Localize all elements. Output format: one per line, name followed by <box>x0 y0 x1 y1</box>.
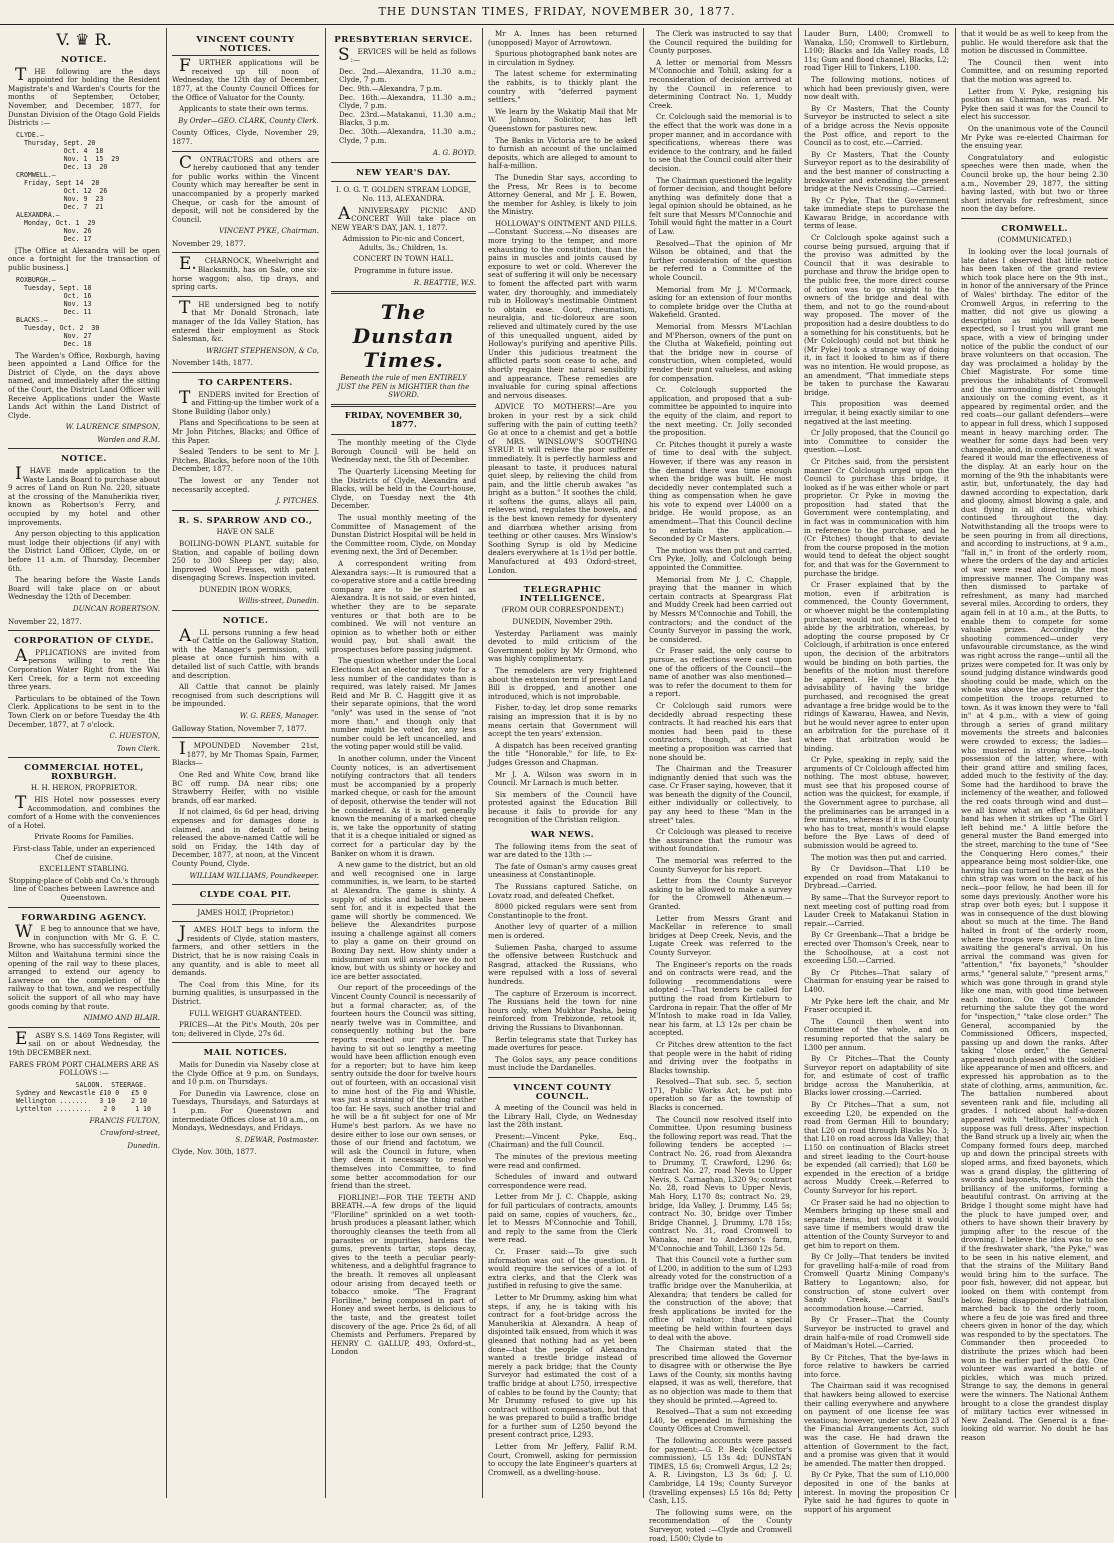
court-days-notice: THE following are the days appointed for holding the Resident Magistrate's and Warden's Courts for the months of September, October, November, and December, 1877, for Dunstan Division of the Otago Gold Fields Districts :— <box>8 64 160 128</box>
impounded-text-2: One Red and White Cow, brand like BC off rump. DA near ribs; one Strawberry Heifer, with no visible brands, off ear marked. <box>172 769 319 805</box>
mail-text: Mails for Dunedin via Naseby close at the Clyde Office at 9 p.m. on Sundays, and 10 p.m. on Thursdays. <box>172 1060 319 1087</box>
hotel-text: THIS Hotel now possesses every Accommodation, and combines the comfort of a Home with the conveniences of a Hotel. <box>8 793 160 830</box>
sparrow-heading: R. S. SPARROW AND CO., <box>178 515 313 526</box>
town-clerk-signature: C. HUESTON, <box>109 731 160 741</box>
new-years-heading: NEW YEAR'S DAY. <box>356 167 451 178</box>
column-rule <box>325 28 326 1498</box>
hotel-heading: COMMERCIAL HOTEL, ROXBURGH. <box>24 763 144 782</box>
council-paragraph: The following sums were, on the recommendation of the County Surveyor, voted :—Clyde and Cromwell road, L500; Clyde to <box>649 1507 792 1543</box>
column-rule <box>798 28 799 1498</box>
council-paragraph: The following motions, notices of which had been previously given, were now dealt with. <box>804 74 949 102</box>
council-paragraph: Cr Jolly proposed, that the Council go into Committee to consider the question.—Lost. <box>804 428 949 455</box>
council-paragraph: By Cr Pitches—That the County Surveyor report on adaptability of site for, and estimate of cost of traffic bridge across the Manuherikia, at Blacks lower crossing.—Carried. <box>804 1054 949 1098</box>
editorial-paragraph: Our report of the proceedings of the Vincent County Council is necessarily of but a formal character, as, of the fourteen hours the Council was sitting, nearly twelve was in Committee, and consequently nothing but the bare reports reached our reporter. The having to sit out so lengthy a meeting would have been affliction enough even for a reporter; but to have him keep sentry outside the door for twelve hours out of fourteen, with an occasional visit to mine host of the Fig and Whistle, was just a straining of the thing rather too far. He says, such another trial and he will be a fit subject for one of Mr Hume's best parlors. As we have no desire either to lose our own senses, or those of our friend and factotum, we will ask the Council in future, when they deem it necessary to resolve themselves into Committee, to find some better accommodation for our friend than the street. <box>331 983 476 1191</box>
robertson-date: November 22, 1877. <box>8 616 82 626</box>
council-paragraph: Letter from Mr J. C. Chapple, asking for full particulars of contracts, amounts paid on same, copies of vouchers, &c., let to Messrs M'Connochie and Tohill, and reply to the same from the Clerk were read. <box>488 1192 637 1245</box>
carpenters-text-4: The lowest or any Tender not necessarily accepted. <box>172 475 319 494</box>
council-paragraph: By Cr Davidson—That L10 be expended on road from Matakanui to Drybread.—Carried. <box>804 864 949 891</box>
council-paragraph: Memorial from Messrs M'Lachlan and M'Pherson, owners of the punt on the Clutha at Wakefield, pointing out that the bridge now in course of construction, when completed, would render their punt valueless, and asking for compensation. <box>649 322 792 383</box>
war-paragraph: The Golos says, any peace conditions must include the Dardanelles. <box>488 1054 637 1073</box>
alexandra-office-note: [The Office at Alexandra will be open once a fortnight for the transaction of public business.] <box>8 245 160 272</box>
column-rule <box>166 28 167 1498</box>
mail-text-2: For Dunedin via Lawrence, close on Tuesdays, Thursdays, and Saturdays at 1 p.m. For Queenstown and intermediate Offices close at 10 a.m., on Mondays, Wednesdays, and Fridays. <box>172 1088 319 1133</box>
war-news-heading: WAR NEWS. <box>530 830 595 841</box>
council-paragraph: Cr Fraser said he had no objection to Members bringing up these small and separate items, but thought it would save time if members would draw the attention of the County Surveyor to and get him to report on them. <box>804 1197 949 1250</box>
valuator-notice: FURTHER applications will be received up till noon of Wednesday, the 12th day of December, 1877, at the County Council Offices for the Office of Valuator for the County. <box>172 56 319 102</box>
court-schedule-2: ROXBURGH.— Tuesday, Sept. 18 Oct. 16 Nov. 13 Dec. 11 BLACKS.— Tuesday, Oct. 2 30 Nov. 27 Dec. 18 <box>16 275 100 348</box>
council-paragraph: By Cr Pitches, That the bye-laws in force relative to hawkers be carried into force. <box>804 1352 949 1379</box>
issue-dateline: FRIDAY, NOVEMBER 30, 1877. <box>344 411 463 430</box>
council-paragraph: The memorial was referred to the County Surveyor for his report. <box>649 856 792 874</box>
divider <box>172 737 319 738</box>
paper-title: The Dunstan Times. <box>352 300 455 373</box>
vincent-notices-heading: VINCENT COUNTY NOTICES. <box>172 36 319 56</box>
council-paragraph: By same—That the Surveyor report to next meeting cost of putting road from Lauder Creek to Matakanui Station in repair.—Carried. <box>804 893 949 928</box>
hotel-line: Private Rooms for Families. <box>34 832 134 842</box>
hotel-proprietor: H. H. HERON, PROPRIETOR. <box>30 783 138 793</box>
editorial-paragraph: FIORLINE!—FOR THE TEETH AND BREATH.—A few drops of the liquid "Floriline" sprinkled on a wet tooth-brush produces a pleasant lather, which thoroughly cleanses the teeth from all parasites or impurities, hardens the gums, prevents tartar, stops decay, gives to the teeth a peculiar pearly-whiteness, and a delightful fragrance to the breath. It removes all unpleasant odour arising from decayed teeth or tobacco smoke. "The Fragrant Floriline," being composed in part of Honey and sweet herbs, is delicious to the taste, and the greatest toilet discovery of the age. Price 2s 6d, of all Chemists and Perfumers. Prepared by HENRY C. GALLUP, 493, Oxford-st., London <box>331 1192 476 1357</box>
warden-title: Warden and R.M. <box>97 434 160 444</box>
news-paragraph: We learn by the Wakatip Mail that Mr W. Johnson, Solicitor, has left Queenstown for pastures new. <box>488 106 637 133</box>
hotel-line: EXCELLENT STABLING. <box>39 864 129 874</box>
column-rule <box>955 28 956 1498</box>
sparrow-subheading: HAVE ON SALE <box>216 527 275 537</box>
double-divider <box>331 291 476 294</box>
council-paragraph: The motion was then put and carried, Crs Pyke, Jolly, and Colclough being appointed the Committee. <box>649 545 792 573</box>
cattle-text-2: All Cattle that cannot be plainly recognised from such descriptions will be impounded. <box>172 682 319 709</box>
council-paragraph: The Engineer's reports on the roads and on contracts were read, and the following recommendations were adopted :—That tenders be called for putting the road from Kirtleburn to Cardrona in repair. That the offer of Mr M'Intosh to make road in Ida Valley, near his farm, at L3 12s per chain be accepted. <box>649 959 792 1038</box>
picnic-admission: Admission to Pic-nic and Concert, Adults, 3s.; Children, 1s. <box>342 234 465 252</box>
divider <box>172 921 319 922</box>
carpenters-text-3: Sealed Tenders to be sent to Mr J. Pitches, Blacks, before noon of the 10th December, 1877. <box>172 447 319 474</box>
council-paragraph: The Chairman questioned the legality of former decision, and thought before anything was definitely done that a legal opinion should be obtained, as he felt sure that Messrs M'Connochie and Tohill would fight the matter in a Court of Law. <box>649 175 792 237</box>
fulton-address: Crawford-street, <box>100 1128 160 1138</box>
coal-full-weight: FULL WEIGHT GUARANTEED. <box>189 1008 302 1018</box>
town-clerk-title: Town Clerk. <box>116 743 160 753</box>
land-application-text: IHAVE made application to the Waste Lands Board to purchase about 9 acres of Land on Run No. 220, situate at the crossing of the Manuherikia river, known as Robertson's Ferry, and occupied by my hotel and other improvements. <box>8 464 160 527</box>
council-paragraph: By Cr Pyke, That the sum of L10,000 deposited in one of the banks at interest. In moving the proposition Cr Pyke said he had figures to quote in support of his argument <box>804 1470 949 1514</box>
column-2 <box>172 30 319 1495</box>
fulton-signature: FRANCIS FULTON, <box>89 1115 160 1125</box>
column-6 <box>804 29 949 1514</box>
galloway-date: Galloway Station, November 7, 1877. <box>172 723 307 733</box>
council-paragraph: By Cr Fraser—That the County Surveyor be instructed to gravel and drain half-a-mile of road Cromwell side of Maidman's Hotel.—Carried. <box>804 1315 949 1351</box>
programme-note: Programme in future issue. <box>354 266 453 276</box>
war-paragraph: The following items from the seat of war are dated to the 13th :— <box>488 841 637 860</box>
editorial-paragraph: A new game to the district, but an old and well recognised one in large communities, is, we learn, to be started at Alexandra. The game is shinty. A supply of sticks and balls have been sent for, and it is expected that the game will shortly be commenced. We believe the Alexandrites purpose issuing a challenge against all comers to play a game on their ground on Boxing Day next. How shinty under a midsummer sun will answer we do not know, but with us shinty or hockey and ice are better associated. <box>331 860 476 981</box>
editorial-paragraph: In another column, under the Vincent County notices, is an advertisement notifying contractors that all tenders must be accompanied by a properly marked cheque, or cash for the amount of deposit, otherwise the tender will not be considered. As it is not generally known the meaning of a marked cheque is, we take the opportunity of stating that it is a cheque initialed or signed as correct for a particular day by the Banker on whom it is drawn. <box>331 754 476 858</box>
war-paragraph: The fate of Osman's army causes great uneasiness at Constantinople. <box>488 861 637 880</box>
ship-fares-heading: FARES FROM PORT CHALMERS ARE AS FOLLOWS :— <box>9 1059 159 1078</box>
news-paragraph: Spurious photographed bank notes are in circulation in Sydney. <box>488 49 637 67</box>
council-paragraph: The Council then went into Committee of the whole, and on resuming reported that the salary be L300 per annum. <box>804 1016 949 1052</box>
council-paragraph: The minutes of the previous meeting were read and confirmed. <box>488 1152 637 1170</box>
divider <box>488 579 637 580</box>
council-paragraph: Cr. Fraser said:—To give such information was out of the question. It would require the services of a lot of extra clerks, and that the Clerk was justified in refusing to give the same. <box>488 1247 637 1291</box>
land-hearing-text: The hearing before the Waste Lands Board will take place on or about Wednesday the 12th of December. <box>8 575 160 602</box>
council-paragraph: that it would be as well to keep from the public. He would therefore ask that the motion be discussed in Committee. <box>961 29 1108 56</box>
divider <box>172 1042 319 1043</box>
war-paragraph: The capture of Erzeroum is incorrect. The Russians held the town for nine hours only, when Mukhtar Pasha, being reinforced from Trebizonde, retook it, driving the Russians to Divanbonnan. <box>488 988 637 1032</box>
fulton-city: Dunedin. <box>127 1140 160 1150</box>
column-4 <box>488 30 637 1495</box>
council-paragraph: Resolved—That a sum not exceeding L40, be expended in furnishing the County Offices at Cromwell. <box>649 1407 792 1434</box>
council-paragraph: By Cr Pyke, That the Government take immediate steps to purchase the Kawarau Bridge, in accordance with terms of lease. <box>804 195 949 231</box>
council-paragraph: Letter from the County Surveyor asking to be allowed to make a survey for the Cromwell Athenæum.—Granted. <box>649 876 792 911</box>
council-paragraph: The Clerk was instructed to say that the Council required the building for County purposes. <box>649 29 792 56</box>
divider <box>172 252 319 253</box>
divider <box>488 1077 637 1078</box>
county-clerk-signature: By Order—GEO. CLARK, County Clerk. <box>178 115 319 125</box>
column-5 <box>649 29 792 1543</box>
council-paragraph: That this Council vote a further sum of L200, in addition to the sum of L293 already voted for the construction of a traffic bridge over the Manuherikia, at Alexandra; that tenders be called for the construction of the above; that fresh applications be invited for the office of valuator; that a special meeting be held within fourteen days to deal with the above. <box>649 1255 792 1342</box>
coal-proprietor: JAMES HOLT, (Proprietor.) <box>197 907 294 917</box>
rees-signature: W. G. REES, Manager. <box>239 711 319 720</box>
divider <box>8 630 160 631</box>
divider <box>172 904 319 905</box>
telegraph-paragraph: The remodelers are very frightened about the extension term if present Land Bill is dropped, and another one introduced, which is not improbable. <box>488 665 637 701</box>
corporation-text: APPLICATIONS are invited from persons willing to rent the Corporation Water Right from the Wai Keri Creek, for a term not exceeding three years. <box>8 645 160 692</box>
stronach-date: November 14th, 1877. <box>172 358 254 368</box>
news-paragraph: The Dunedin Star says, according to the Press, Mr Rees is to become Attorney General, and Mr J. E. Bowen, the member for Ashley, is likely to join the Ministry. <box>488 172 637 217</box>
council-paragraph: Resolved—That the opinion of Mr Wilson be obtained, and that the further consideration of the question be referred to a Committee of the whole Council. <box>649 238 792 283</box>
impounded-text-3: If not claimed, 6s 6d per head, driving expenses and for damages done is claimed, and in default of being released the above-named Cattle will be sold on Friday, the 14th day of December, 1877, at noon, at the Vincent County Pound, Clyde. <box>172 807 319 868</box>
carpenters-text: TENDERS invited for Erection of and Fitting-up the timber work of a Stone Building (labor only.) <box>172 387 319 416</box>
editorial-paragraph: The usual monthly meeting of the Committee of Management of the Dunstan District Hospital will be held in the Committee room, Clyde, on Monday evening next, the 3rd of December. <box>331 512 476 557</box>
concert-hall: CONCERT IN TOWN HALL. <box>353 254 454 264</box>
council-paragraph: Congratulatory and eulogistic speeches were then made, when the Council broke up, the hour being 2.30 a.m., November 29, 1877, the sitting having lasted, with but two or three short intervals for refreshment, since noon the day before. <box>961 152 1108 214</box>
coal-text-2: The Coal from this Mine, for its burning qualities, is unsurpassed in the District. <box>172 979 319 1007</box>
iogt-lodge: I. O. G. T. GOLDEN STREAM LODGE, No. 113, ALEXANDRA. <box>336 185 471 203</box>
charnock-ad: E.CHARNOCK, Wheelwright and Blacksmith, has on Sale, one six-horse waggon; also, tip drays, and spring carts. <box>172 254 319 292</box>
council-paragraph: Letter from V. Pyke, resigning his position as Chairman, was read. Mr Pyke then said it was for the Council to elect his successor. <box>961 86 1108 122</box>
column-1 <box>8 30 160 1495</box>
masthead: THE DUNSTAN TIMES, FRIDAY, NOVEMBER 30, 1877. <box>0 0 1114 25</box>
coal-pit-heading: CLYDE COAL PIT. <box>199 890 292 901</box>
column-7 <box>961 30 1108 1495</box>
council-paragraph: On the unanimous vote of the Council Mr Pyke was re-elected Chairman for the ensuing year. <box>961 123 1108 151</box>
sparrow-works: DUNEDIN IRON WORKS, <box>198 584 293 594</box>
council-paragraph: The Chairman and the Treasurer indignantly denied that such was the case. Cr Fraser saying, however, that it was beneath the dignity of the Council, either individually or collectively, to pay any heed to these "Man in the street" tales. <box>649 764 792 825</box>
cromwell-communicated: (COMMUNICATED.) <box>997 235 1072 245</box>
presbyterian-text: SERVICES will be held as follows :— <box>338 44 476 65</box>
telegraph-paragraph: Six members of the Council have protested against the Education Bill because it fails to provide for any recognition of the Christian religion. <box>488 789 637 825</box>
divider <box>172 372 319 373</box>
council-paragraph: The motion was then put and carried. <box>811 852 947 862</box>
editorial-paragraph: A correspondent writing from Alexandra says:—It is rumoured that a co-operative store and a cattle breeding company are to be started as Alexandra. It is not said, or even hinted, whether they are to be separate ventures or that both are to be combined. We will not venture an opinion as to whether both or either would pay, but shall await the prospectuses before passing judgment. <box>331 558 476 654</box>
carpenters-heading: TO CARPENTERS. <box>198 378 293 388</box>
stronach-notice: THE undersigned beg to notify that Mr Donald Stronach, late manager of the Ida Valley Station, has entered their employment as Stock Salesman, &c. <box>172 297 319 344</box>
council-paragraph: Cr. Pitches thought it purely a waste of time to deal with the subject. However, if there was any reason in the demand there was time enough when the bridge was built. He most decidedly never contemplated such a thing as compensation when he gave his vote to expend over L4000 on a bridge. He would propose, as an amendment—That this Council decline to entertain the application.—Seconded by Cr Masters. <box>649 439 792 544</box>
council-paragraph: By Cr Greenbank—That a bridge be erected over Thomson's Creek, near to the Schoolhouse, at a cost not exceeding L50.—Carried. <box>804 930 949 966</box>
council-paragraph: The following accounts were passed for payment:—G. P. Beck (collector's commission), L5 13s 4d; DUNSTAN TIMES, L5 6s; Cromwell Argus, L2 2s; A. R. Livingston, L3 3s 6d; J. U. Cambridge, L4 19s; County Surveyor (travelling expenses) L5 16s 8d; Petty Cash, L15. <box>649 1436 792 1506</box>
council-paragraph: The Council now resolved itself into Committee. Upon resuming business the following report was read. That the following tenders be accepted :—Contract No. 26, road from Alexandra to Drummy, T. Crawford, L296 6s; contract No. 27, road Nevis to Upper Nevis, S. Carnaghan, L320 9s; contract No. 28, road Nevis to Upper Nevis, Mah Hory, L170 8s; contract No. 29, bridge, Ida Valley, J. Drummy, L45 5s; contract No. 30, bridge over Timber Bridge Channel, J. Drummy, L78 15s; contract No. 31, road Cromwell to Wanaka, near to Anderson's farm, M'Connochie and Tohill, L360 12s 5d. <box>649 1114 792 1253</box>
editorial-paragraph: The monthly meeting of the Clyde Borough Council will be held on Wednesday next, the 5th of December. <box>331 438 476 465</box>
double-divider <box>331 404 476 407</box>
council-paragraph: By Cr Pitches—That salary of Chairman for ensuing year be raised to L400. <box>804 967 949 994</box>
divider <box>172 884 319 885</box>
ship-text: EASBY S.S. 1469 Tons Register, will sail on or about Wednesday, the 19th DECEMBER next. <box>8 1028 160 1057</box>
council-paragraph: Present:—Vincent Pyke, Esq., (Chairman) and the full Council. <box>488 1131 637 1150</box>
notice-heading: NOTICE. <box>61 55 107 65</box>
divider <box>331 162 476 163</box>
warden-signature: W. LAURENCE SIMPSON, <box>65 422 160 432</box>
forwarding-heading: FORWARDING AGENCY. <box>21 912 147 923</box>
poundkeeper-signature: WILLIAM WILLIAMS, Poundkeeper. <box>189 870 319 880</box>
impounded-text: IMPOUNDED November 21st, 1877, by Mr Thomas Spain, Farmer, Blacks— <box>172 739 319 768</box>
war-paragraph: Another levy of quarter of a million men is ordered. <box>488 922 637 940</box>
council-paragraph: Memorial from Mr J. M'Cormack, asking for an extension of four months to complete bridge over the Clutha at Wakefield. Granted. <box>649 284 792 320</box>
council-paragraph: Schedules of inward and outward correspondence were read. <box>488 1172 637 1190</box>
presbyterian-heading: PRESBYTERIAN SERVICE. <box>334 35 473 45</box>
council-paragraph: Cr Colclough spoke against such a course being pursued, arguing that if the proviso was admitted by the Council that it was desirable to purchase and throw the bridge open to the public free, the more direct course of action was to go straight to the owners of the bridge and deal with them, and not to go the round-about way proposed. The mover of the proposition had a desire doubtless to do a something for his constituents, but he (Mr Colclough) could not but think he (Mr Pyke) took a strange way of doing it, in fact it looked to him as if there was no intention. He would propose, as an amendment, "That immediate steps be taken to purchase the Kawarau bridge. <box>804 233 949 397</box>
telegraphic-source: (FROM OUR CORRESPONDENT.) <box>501 605 624 615</box>
council-paragraph: Letter from Mr Jeffery, Fallif R.M. Court, Cromwell, asking for permission to occupy the late Engineer's quarters at Cromwell, as a dwelling-house. <box>488 1442 637 1477</box>
cattle-text: ALL persons running a few head of Cattle on the Galloway Station, with the Manager's permission, will please at once furnish him with a detailed list of such Cattle, with brands and description. <box>172 625 319 680</box>
war-paragraph: 8000 picked regulars were sent from Constantinople to the front. <box>488 902 637 920</box>
cattle-notice-heading: NOTICE. <box>222 616 269 627</box>
royal-crest-icon: V. ♛ R. <box>56 30 112 49</box>
beattie-signature: R. BEATTIE, W.S. <box>413 277 476 287</box>
coal-prices: PRICES—At the Pit's Mouth, 20s per ton; delivered in Clyde, 27s 6d. <box>172 1020 319 1038</box>
war-paragraph: The Russians captured Satiche, on Lovatz road, and defeated Chefket. <box>488 882 637 900</box>
cromwell-article: In looking over the local journals of late dates I observed that little notice has been taken of the grand review which took place here on the 9th inst., in honor of the anniversary of the Prince of Wales' birthday. The editor of the Cromwell Argus, in referring to the matter, did not give us glowing a description as might have been expected, so I trust you will grant me space, with a view of bringing under notice of the public the conduct of our brave volunteers on that occasion. The day was proclaimed a holiday by the Chief Magistrate. For some time previous the inhabitants of Cromwell and the surrounding district thought anxiously on the coming event, as it appeared by regimental order, and the red coats—our gallant defenders—were to appear in full dress, which I supposed meant in heavy marching order. The weather for some days had been very changeable, and, in consequence, it was feared it would mar the effectiveness of the display. At an early hour on the morning of the 9th the inhabitants were astir, but, unfortunately, the day had dawned according to expectation, dark and gloomy, almost blowing a gale, and dust flying in all directions, which continued throughout the day. Notwithstanding all the troops were to be seen pouring in from all directions, and according to instructions, at 9 a.m., "fall in," in front of the orderly room, where the orders of the day and articles of war were read aloud in the most impressive manner. The Company was then dismissed to partake of refreshment, as many had marched several miles. According to orders, they again fell in at 10 a.m., at the Butts, to enable them to compete for some valuable prizes. Accordingly the shooting commenced—under very unfavourable circumstance, as the wind was right across the range—until all the prizes were competed for. It was only by sound judging distance windwards good shooting could be made, which on the whole was above the average. After the competition the troops returned to town. As it was known they were to "fall in" at 4 p.m., with a view of going through a series of grand military movements the streets and balconies were crowded to excess; the ladies—who mustered in strong force—took possession of the latter, where, with their grand attire and smiling faces, added much to the festivity of the day. Some had the hardihood to brave the inclemency of the weather, and followed the red coats through wind and dust—we all know what an effect a military band has when it strikes up "The Girl I left behind me." A little before the general muster the Band emerged into the street, marching to the tune of "See the Conquering Hero comes," their appearance being most soldier-like, one having his cap turned to the rear, as the chin strap was worn on the back of his neck—poor fellow, he had been ill for some days previously. Another wore his strap over both eyes; but I suppose it was in consequence of the dust blowing about so much at the time. The Band halted in front of the orderly room, where the troops were drawn up in line awaiting the general's arrival. On his arrival the command was given for "attention," "fix bayonets," "shoulder arms," "general salute," "present arms," which was gone through in grand style like one man, with good time between each motion. On the Commander returning the salute they got the word for "inspection," "take close order." The General, accompanied by the Commissioned Officers, inspected, passing up and down the ranks. After taking "close order," the General appeared much pleased with the soldier-like appearance of men and officers, and expressed his approbation as to the state of clothing, arms, ammunition, &c. The battalion numbered about seventeen rank and file, including all grades. I noticed about half-a-dozen appeared with "telltoppers," which I suppose was full dress. After inspection the Band struck up a lively air, when the Company formed fours deep, marched up and down the principal streets with sloped arms, and fixed bayonets, which was a grand display, the glittering of swords and bayonets, together with the brilliancy of the uniforms, forming a beautiful contrast. On arriving at the Bridge I thought some might have had the pluck to have jumped over, and others to have shown their bravery by jumping after to the rescue of the drowning. I believe the idea was to see if the freshwater shark, "the Pyke," was to be seen in his native element, and that the strains of the Military Band would bring him to the surface. The poor fish, however, did not appear, but looked on them with contempt from below. Being disappointed the battalion marched back to the orderly room, where a feu de joie was fired and three cheers given in honor of the day, which was responded to by the spectators. The Commander then proceeded to distribute the prizes which had been won in the earlier part of the day. One volunteer was awarded a bottle of pickles, which was much prized. Strange to say, the demons in general were the winners. The National Anthem brought to a close the grandest display of military tactics ever witnessed in New Zealand. The General is a fine-looking old warrior. No doubt he has reason <box>961 247 1108 1442</box>
news-paragraph: Mr A. Innes has been returned (unopposed) Mayor of Arrowtown. <box>488 29 637 47</box>
divider <box>331 181 476 182</box>
council-paragraph: Cr Pitches drew attention to the fact that people were in the habit of riding and driving over the footpaths in Blacks township. <box>649 1039 792 1075</box>
divider <box>8 907 160 908</box>
telegraphic-date: DUNEDIN, November 29th. <box>512 617 613 626</box>
picnic-text: ANNIVERSARY PICNIC AND CONCERT Will take place on NEW YEAR'S DAY, JAN. 1, 1877. <box>331 203 476 232</box>
wright-stephenson-signature: WRIGHT STEPHENSON, & Co, <box>206 345 319 355</box>
divider <box>8 1027 160 1028</box>
contractors-notice: CONTRACTORS and others are hereby cautioned that any tender for public works within the Vincent County which may hereafter be sent in unaccompanied by a properly marked Cheque, or cash for the amount of deposit, will not be considered by the Council. <box>172 152 319 224</box>
council-paragraph: By Cr Jolly—That tenders be invited for gravelling half-a-mile of road from Cromwell Quartz Mining Company's Battery to Logantown; also, for construction of stone culvert over Sandy Creek, near Saul's accommodation house.—Carried. <box>804 1252 949 1313</box>
council-paragraph: Lauder Burn, L400; Cromwell to Wanaka, L50; Cromwell to Kirtleburn, L100; Blacks and Ida Valley roads, L8 11s; Gum and flood channel, Blacks, L2; road Tiger Hill to Tinkers, L100. <box>804 29 949 73</box>
divider <box>8 757 160 758</box>
council-paragraph: Cr Pitches said, from the persistent manner Cr Colclough urged upon the Council to purchase this bridge, it looked as if he was either whole or part proprietor. Cr Pyke in moving the proposition had stated that the Government were contemplating, and in fact was in communication with him in reference to the purchase, and he (Cr Pitches) thought that to deviate from the course proposed in the motion would tend to defeat the object sought for, and that was for the Government to purchase the bridge. <box>804 456 949 578</box>
divider <box>172 510 319 511</box>
hotel-line: First-class Table, under an experienced Chef de cuisine. <box>12 844 156 862</box>
court-schedule: CLYDE.— Thursday, Sept. 20 Oct. 4 18 Nov. 1 15 29 Dec. 13 20 CROMWELL.— Friday, Sept 14 28 Oct. 12 26 Nov. 9 23 Dec. 7 21 ALEXANDRA.— Monday, Oct. 1 29 Nov. 26 Dec. 17 <box>16 130 120 243</box>
council-paragraph: Cr. Colclough said the memorial is to the effect that the work was done in a proper manner, and in accordance with specifications, whereas there was evidence to the contrary, and he failed to see that the Council could alter their decision. <box>649 112 792 173</box>
boyd-signature: A. G. BOYD. <box>432 148 476 158</box>
cromwell-heading: CROMWELL. <box>1001 223 1068 234</box>
county-council-heading: VINCENT COUNTY COUNCIL. <box>513 1082 612 1102</box>
council-paragraph: Cr. Colclough supported the application, and proposed that a sub-committee be appointed to inquire into the equity of the claim, and report to the next meeting. Cr. Jolly seconded the proposition. <box>649 385 792 438</box>
council-paragraph: A meeting of the Council was held in the Library Hall, Clyde, on Wednesday last the 28th instant. <box>488 1103 637 1130</box>
warden-office-text: The Warden's Office, Roxburgh, having been appointed a Land Office for the District of Clyde, on the days above named, and immediately after the sitting of the Court, the District Land Officer will Receive Applications under the Waste Lands Act within the Land District of Clyde. <box>8 350 160 420</box>
valuator-notice-2: Applicants to state their own terms. <box>179 104 309 114</box>
council-paragraph: Memorial from Mr J. C. Chapple, praying that the manner in which certain contracts at Speargrass Flat and Muddy Creek had been carried out by Messrs M'Connochie and Tohill, the contractors; and the conduct of the County Surveyor in passing the work, be considered. <box>649 574 792 644</box>
council-paragraph: A letter or memorial from Messrs M'Connochie and Tohill, asking for a reconsideration of decision arrived at by the Council in reference to determining Contract No. 1, Muddy Creek. <box>649 57 792 110</box>
robertson-signature: DUNCAN ROBERTSON. <box>72 603 160 613</box>
notice-heading-2: NOTICE. <box>61 454 107 465</box>
council-paragraph: Resolved—That sub. sec. 5, section 171, Public Works Act, be put into operation so far as the township of Blacks is concerned. <box>649 1077 792 1113</box>
county-offices-date: County Offices, Clyde, November 29, 1877. <box>172 128 319 146</box>
council-paragraph: This proposition was deemed irregular, it being exactly similar to one negatived at the last meeting. <box>804 399 949 426</box>
column-3 <box>331 30 476 1495</box>
council-paragraph: By Cr Pitches—That a sum, not exceeding L20, be expended on the road from German Hill to boundary; that L20 on road through Blacks No. 3; that L10 on road across Ida Valley; that L150 on continuation of Blacks street and street leading to the Court-house be expended (all carried); that L60 be expended in the erection of a bridge across Muddy Creek.—Referred to County Surveyor for his report. <box>804 1100 949 1195</box>
council-paragraph: By Cr Masters, That the County Surveyor be instructed to select a site of a bridge across the Nevis opposite the Post office, and report to the Council as to cost, etc.—Carried. <box>804 103 949 148</box>
telegraph-paragraph: Yesterday Parliament was mainly devoted to mild criticism of the Government policy by Mr Ormond, who was highly complimentary. <box>488 628 637 664</box>
pyke-signature: VINCENT PYKE, Chairman. <box>218 226 319 236</box>
news-paragraph: ADVICE TO MOTHERS!—Are you broken in your rest by a sick child suffering with the pain of cutting teeth? Go at once to a chemist and get a bottle of MRS. WINSLOW'S SOOTHING SYRUP. It will relieve the poor sufferer immediately. It is perfectly harmless and pleasant to taste, it produces natural quiet sleep, by relieving the child from pain, and the little cherub awakes "as bright as a button." It soothes the child, it softens the gums, allays all pain, relieves wind, regulates the bowels, and is the best known remedy for dysentery and diarrhœa whether arising from teething or other causes. Mrs Winslow's Soothing Syrup is old by Medicine dealers everywhere at 1s 1½d per bottle. Manufactured at 493 Oxford-street, London. <box>488 402 637 575</box>
sparrow-address: Willis-street, Dunedin. <box>238 596 319 606</box>
postmaster-signature: S. DEWAR, Postmaster. <box>235 1134 319 1144</box>
council-paragraph: Cr Colclough said rumors were decidedly abroad respecting these contracts. It had reached his ears that monies had been paid to these contractors, though, at the last meeting a proposition was carried that none should be. <box>649 700 792 762</box>
telegraph-paragraph: Mr J. A. Wilson was sworn in in Council. Mr Larnach is much better. <box>488 769 637 788</box>
land-objection-text: Any person objecting to this application must lodge their objections (if any) with the District Land Officer, Clyde, on or before 11 a.m. of Thursday, December 6th. <box>8 529 160 573</box>
telegraph-paragraph: Fisher, to-day, let drop some remarks raising an impression that it is by no means certain that Government will accept the ten years' extension. <box>488 703 637 739</box>
council-paragraph: Letter to Mr Drummy, asking him what steps, if any, he is taking with his contract for a foot-bridge across the Manuherikia at Alexandra. A heap of disjointed talk ensued, from which it was gleaned that nothing had as yet been done—that the people of Alexandra wanted a trestle bridge instead of merely a pack bridge; that the County Surveyor had estimated the cost of a traffic bridge at about L750, irrespective of cables to be found by the County; that Mr Drummy refused to give up his contract without compensation, but that he was prepared to build a traffic bridge for a further sum of L250 beyond the present contract price, L293. <box>488 1292 637 1440</box>
divider <box>172 151 319 152</box>
telegraph-paragraph: A dispatch has been received granting the title "Honorable," for life, to Ex-Judges Gresson and Chapman. <box>488 740 637 767</box>
service-list: Dec. 2nd.—Alexandra, 11.30 a.m.; Clyde, 7 p.m. Dec. 9th.—Alexandra, 7 p.m. Dec. 16th.—Alexandra, 11.30 a.m.; Clyde, 7 p.m. Dec. 23rd.—Matakanui, 11.30 a.m.; Blacks, 3 p.m. Dec. 30th.—Alexandra, 11.30 a.m.; Clyde, 7 p.m. <box>339 66 476 145</box>
corporation-heading: CORPORATION OF CLYDE. <box>13 636 155 647</box>
column-rule <box>643 28 644 1498</box>
mail-notices-heading: MAIL NOTICES. <box>203 1048 288 1059</box>
news-paragraph: HOLLOWAY'S OINTMENT AND PILLS.—Constant Success.—No diseases are more trying to the temper, and more exhausting to the constitution, than the pains in muscles and joints caused by exposure to wet or cold. Wherever the seat of suffering it will only be necessary to foment the affected part with warm water, dry thoroughly, and immediately rub in Holloway's inestimable Ointment to obtain ease. Gout, rheumatism, neuralgia, and tic-doloreux are soon relieved and ultimately cured by the use of this unequalled unguent, aided by Holloway's purifying and aperitive Pills. Under this judicious treatment the afflicted parts soon cease to ache, and shortly regain their natural sensibility and appearance. These remedies are invaluable for curing spinal affections and nervous diseases. <box>488 218 637 400</box>
divider <box>961 218 1108 219</box>
council-paragraph: Cr Pyke, speaking in reply, said the arguments of Cr Colclough affected him nothing. The most obtuse, however, must see that his proposed course of action was the quickest, for example, if the Government agree to purchase, all the preliminaries can be arranged in a few minutes, whereas if it is the County who has to treat, month's would elapse before the Bye Laws of deed of submission would be agreed to. <box>804 755 949 851</box>
divider <box>331 434 476 435</box>
war-paragraph: Suliemen Pasha, charged to assume the offensive between Rustchuck and Rasgrad, attacked the Russians, who were repulsed with a loss of several hundreds. <box>488 942 637 986</box>
council-paragraph: By Cr Masters, That the County Surveyor report as to the desirability of and the best manner of constructing a breakwater and extending the present bridge at the Nevis Crossing.—Carried. <box>804 149 949 194</box>
telegraphic-heading: TELEGRAPHIC INTELLIGENCE. <box>519 585 606 604</box>
divider <box>8 448 160 449</box>
paper-motto: Beneath the rule of men ENTIRELY JUST the PEN is MIGHTIER than the SWORD. <box>337 374 470 400</box>
divider <box>172 296 319 297</box>
pitches-signature: J. PITCHES. <box>276 496 319 506</box>
mail-date: Clyde, Nov. 30th, 1877. <box>172 1147 257 1157</box>
news-paragraph: The latest scheme for exterminating the rabbits, is to thickly plant the country with "deferred payment settlers." <box>488 69 637 105</box>
editorial-paragraph: The Quarterly Licensing Meeting for the Districts of Clyde, Alexandra and Blacks, will be held in the Court-house, Clyde, on Tuesday next the 4th December. <box>331 467 476 511</box>
council-paragraph: Cr Fraser explained that by the motion, even if arbitration is commenced, the County Government, or whoever might be the contemplating purchaser, would not be compelled to abide by the arbitration, whereas, by adopting the course proposed by Cr Colclough, if arbitration is once entered upon, the decision of the arbitrators would be binding on both parties, the benefits of the motion must therefore be apparent. He fully saw the advisability of having the bridge purchased, and recognised the great advantage a free bridge would be to the ridings of Kawarau, Hawea, and Nevis, but he would never agree to enter upon an arbitration for the purchase of it where that arbitration would be binding. <box>804 580 949 753</box>
editorial-paragraph: The question whether under the Local Elections Act an elector may vote for a less number of the candidates than is required, was lately raised. Mr James Reid and Mr B. C. Haggitt give it as their separate opinions, that the word "only" was used in the sense of "not more than," and though only that number might be voted for, any less number could be left uncancelled, and the voting paper would still be valid. <box>331 656 476 752</box>
council-paragraph: The Chairman said it was recognised that hawkers being allowed to exercise their calling everywhere and anywhere on payment of one license fee was vexatious; however, under section 23 of the Financial Arrangements Act, such was the case. He had drawn the attention of Government to the fact, and a promise was given that it would be amended. The matter then dropped. <box>804 1381 949 1468</box>
council-paragraph: Mr Pyke here left the chair, and Mr Fraser occupied it. <box>804 996 949 1015</box>
nimmo-signature: NIMMO AND BLAIR. <box>83 1013 160 1023</box>
column-rule <box>482 28 483 1498</box>
council-paragraph: The Council then went into Committee, and on resuming reported that the motion was agreed to. <box>961 57 1108 84</box>
war-paragraph: Berlin telegrams state that Turkey has made overtures for peace. <box>488 1034 637 1053</box>
council-paragraph: Cr Fraser said, the only course to pursue, as reflections were cast upon one of the officers of the Council—the name of another was also mentioned—was to refer the document to them for a report. <box>649 646 792 699</box>
contractors-date: November 29, 1877. <box>172 238 246 248</box>
council-paragraph: The Chairman stated that the prescribed time allowed the Governor to disagree with or otherwise the Bye Laws of the County, six months having elapsed, it was as well, therefore, that as no objection was made to them that they should be printed.—Agreed to. <box>649 1344 792 1405</box>
council-paragraph: Letter from Messrs Grant and MacKellar in reference to small bridges at Deep Creek, Nevis, and the Lugate Creek was referred to the County Surveyor. <box>649 913 792 957</box>
news-paragraph: The Banks in Victoria are to be asked to furnish an account of the unclaimed deposits, which are alleged to amount to half-a-million. <box>488 135 637 171</box>
corporation-text-2: Particulars to be obtained of the Town Clerk. Applications to be sent in to the Town Clerk on or before Tuesday the 4th December, 1877, at 7 o'clock. <box>8 693 160 729</box>
carpenters-text-2: Plans and Specifications to be seen at Mr John Pitches, Blacks; and Office of this Paper. <box>172 418 319 445</box>
sparrow-text: BOILING-DOWN PLANT, suitable for Station, and capable of boiling down 250 to 300 Sheep per day; also, Improved Wool Presses, with patent disengaging Screws. Inspection invited. <box>172 538 319 583</box>
divider <box>172 610 319 611</box>
forwarding-text: WE beg to announce that we have, in conjunction with Mr G. F. C. Browne, who has successfully worked the Milton and Waitahuna termini since the opening of the rail way to these places, arranged to extend our agency to Lawrence on the completion of the railway to that town, and we respectfully solicit the support of all who may have goods coming by that route. <box>8 922 160 1011</box>
council-paragraph: Cr Colclough was pleased to receive the assurance that the rumour was without foundation. <box>649 827 792 854</box>
hotel-line: Stopping-place of Cobb and Co.'s through line of Coaches between Lawrence and Queenstown. <box>8 875 160 902</box>
ship-fares-table: SALOON. STEERAGE. Sydney and Newcastle £10 0 £5 0 Wellington ....... 3 10 2 10 Lyttelton ......... 2 0 1 10 <box>16 1080 151 1113</box>
coal-text: JAMES HOLT begs to inform the residents of Clyde, station masters, farmers, and other settlers in the District, that he is now raising Coals in any quantity, and is able to meet all demands. <box>172 923 319 978</box>
